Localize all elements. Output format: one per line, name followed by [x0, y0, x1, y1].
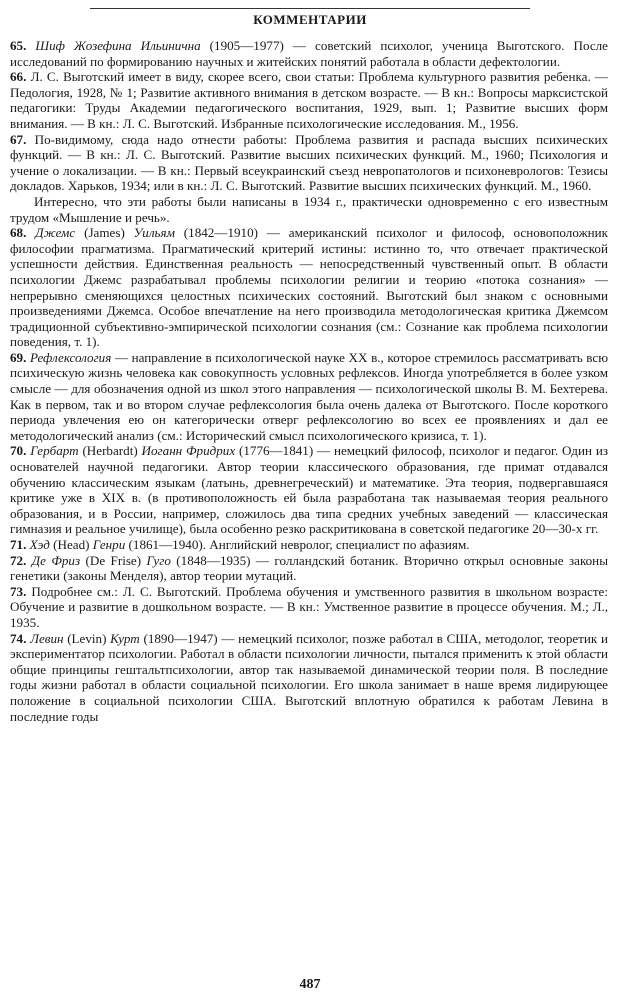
- commentary-entry: [10, 350, 608, 444]
- commentary-list: [10, 38, 608, 724]
- entry-name: Левин: [30, 630, 64, 646]
- entry-text: (1905—1977) — советский психолог, ученица Выготского. После исследований по формированию научных и житейских понятий работала в области дефектологии.: [10, 38, 608, 69]
- commentary-entry: [10, 584, 608, 631]
- entry-name: Рефлексология: [30, 349, 112, 365]
- entry-given-name: Уильям: [133, 225, 175, 241]
- entry-number: 65.: [10, 38, 27, 53]
- commentary-entry: [10, 225, 608, 350]
- entry-name: Де Фриз: [31, 552, 81, 568]
- commentary-entry: [10, 194, 608, 225]
- entry-number: 71.: [10, 537, 27, 552]
- entry-original-name: (Levin): [63, 630, 111, 646]
- commentary-entry: [10, 631, 608, 725]
- entry-text: (1776—1841) — немецкий философ, психолог и педагог. Один из основателей научной педагогики. Автор теории классического образования, где примат отдавался обучению классическим языкам (латынь, древнегреческий) и математике. Эта теория, подвергавшаяся критике уже в XIX в. (в противоположность ей была разработана так называемая теория реального образования, и в России, например, сложилось два типа средних учебных заведений — классическая гимназия и реальное училище), была особенно резко раскритикована в советской педагогике 20—30-х гг.: [10, 443, 608, 537]
- entry-text: (1861—1940). Английский невролог, специалист по афазиям.: [125, 537, 470, 552]
- entry-name: Шиф Жозефина Ильинична: [35, 38, 201, 53]
- commentary-entry: [10, 553, 608, 584]
- entry-original-name: (De Frise): [80, 552, 147, 568]
- commentary-entry: [10, 132, 608, 194]
- entry-number: 66.: [10, 69, 27, 85]
- entry-number: 67.: [10, 131, 27, 147]
- commentary-entry: [10, 38, 608, 69]
- entry-text: Л. С. Выготский имеет в виду, скорее всего, свои статьи: Проблема культурного развития ребенка. — Педология, 1928, № 1; Развитие активного внимания в детском возрасте. — В кн.: Вопросы марксистской педагогики: Труды Академии педагогического воспитания, 1929, вып. 1; Развитие высших форм внимания. — В кн.: Л. С. Выготский. Избранные психологические исследования. М., 1956.: [10, 69, 608, 131]
- commentary-entry: [10, 443, 608, 537]
- entry-number: 73.: [10, 583, 27, 599]
- entry-text: — направление в психологической науке XX в., которое стремилось рассматривать всю психическую жизнь человека как совокупность условных рефлексов. Иногда употребляется в более узком смысле — для обозначения одной из школ этого направления — психологической школы В. М. Бехтерева. Как в первом, так и во втором случае рефлексология была очень далека от Выготского. После короткого периода увлечения ею он категорически отверг рефлексологию во всех ее проявлениях и дал ее методологический анализ (см.: Исторический смысл психологического кризиса, т. 1).: [10, 349, 608, 443]
- running-head: КОММЕНТАРИИ: [253, 12, 367, 27]
- entry-text: Подробнее см.: Л. С. Выготский. Проблема обучения и умственного развития в школьном возрасте: Обучение и развитие в дошкольном возрасте. — В кн.: Умственное развитие в процессе обучения. М.; Л., 1935.: [10, 583, 608, 630]
- entry-name: Хэд: [29, 537, 50, 552]
- entry-given-name: Иоганн Фридрих: [141, 443, 236, 459]
- entry-given-name: Курт: [110, 630, 140, 646]
- entry-original-name: (James): [75, 225, 134, 241]
- entry-text: (1890—1947) — немецкий психолог, позже работал в США, методолог, теоретик и экспериментатор психологии. Работал в области психологии личности, пытался применить к этой области общие принципы гештальтпсихологии, автор так называемой динамической теории поля. В последние годы жизни работал в области социальной психологии. Его школа занимает в наше время лидирующее положение в социальной психологии США. Выготский вплотную обратился к работам Левина в последние годы: [10, 630, 608, 724]
- entry-text: Интересно, что эти работы были написаны в 1934 г., практически одновременно с его известным трудом «Мышление и речь».: [10, 193, 608, 225]
- entry-given-name: Генри: [92, 537, 126, 552]
- entry-text: По-видимому, сюда надо отнести работы: Проблема развития и распада высших психических функций. — В кн.: Л. С. Выготский. Развитие высших психических функций. М., 1960; Психология и учение о локализации. — В кн.: Первый всеукраинский съезд невропатологов и психоневрологов: Тезисы докладов. Харьков, 1934; или в кн.: Л. С. Выготский. Развитие высших психических функций. М., 1960.: [10, 131, 608, 194]
- header-rule: [90, 8, 530, 9]
- entry-original-name: (Head): [49, 537, 93, 552]
- entry-number: 70.: [10, 443, 27, 459]
- commentary-entry: [10, 537, 608, 553]
- entry-name: Гербарт: [30, 443, 79, 459]
- entry-number: 74.: [10, 630, 27, 646]
- entry-number: 69.: [10, 349, 27, 365]
- entry-text: (1848—1935) — голландский ботаник. Вторично открыл основные законы генетики (законы Менделя), автор теории мутаций.: [10, 552, 608, 584]
- entry-number: 72.: [10, 552, 27, 568]
- entry-original-name: (Herbardt): [78, 443, 142, 459]
- page-number: 487: [299, 977, 321, 992]
- entry-name: Джемс: [35, 225, 76, 241]
- entry-given-name: Гуго: [146, 552, 171, 568]
- entry-number: 68.: [10, 225, 27, 241]
- entry-text: (1842—1910) — американский психолог и философ, основоположник философии прагматизма. Прагматический критерий истины: истинно то, что отвечает практической успешности действия. Единственная реальность — непосредственный чувственный опыт. В области психологии Джемс разрабатывал проблемы психологии религии и теорию «потока сознания» — непрерывно сменяющихся целостных психических состояний. Выготский был знаком с основными произведениями Джемса. Особое впечатление на него производила методологическая критика Джемсом традиционной субъективно-эмпирической психологии сознания (см.: Сознание как проблема психологии поведения, т. 1).: [10, 225, 608, 350]
- commentary-entry: [10, 69, 608, 131]
